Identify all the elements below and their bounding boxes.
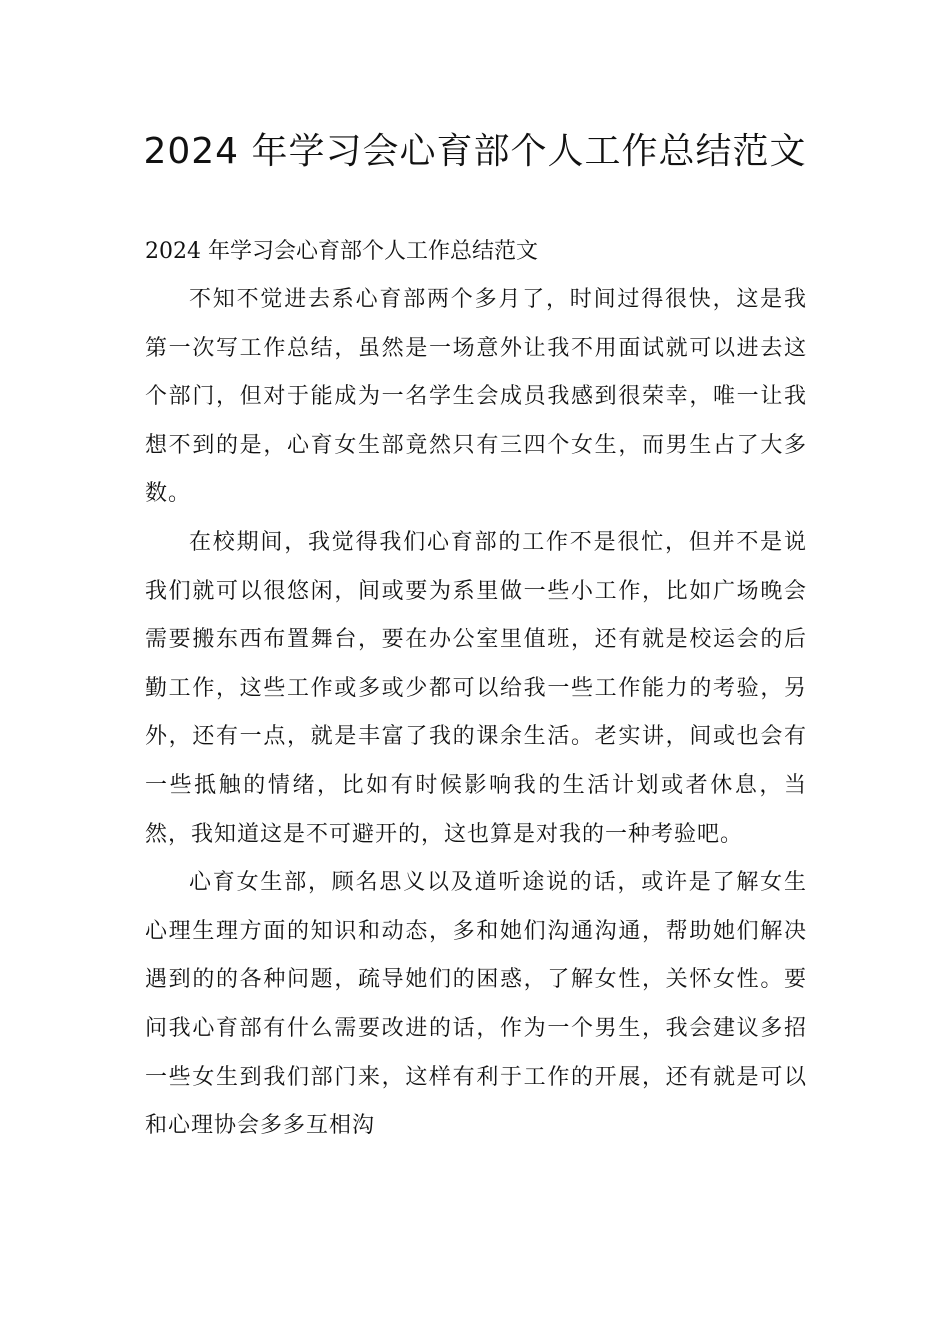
document-title: 2024 年学习会心育部个人工作总结范文 [143, 131, 807, 172]
paragraph-2: 在校期间，我觉得我们心育部的工作不是很忙，但并不是说我们就可以很悠闲，间或要为系里做一些小工作，比如广场晚会需要搬东西布置舞台，要在办公室里值班，还有就是校运会的后勤工作，这些工作或多或少都可以给我一些工作能力的考验，另外，还有一点，就是丰富了我的课余生活。老实讲，间或也会有一些抵触的情绪，比如有时候影响我的生活计划或者休息，当然，我知道这是不可避开的，这也算是对我的一种考验吧。 [145, 529, 807, 847]
paragraph-3: 心育女生部，顾名思义以及道听途说的话，或许是了解女生心理生理方面的知识和动态，多和她们沟通沟通，帮助她们解决遇到的的各种问题，疏导她们的困惑，了解女性，关怀女性。要问我心育部有什么需要改进的话，作为一个男生，我会建议多招一些女生到我们部门来，这样有利于工作的开展，还有就是可以和心理协会多多互相沟 [145, 870, 807, 1139]
paragraph-1: 不知不觉进去系心育部两个多月了，时间过得很快，这是我第一次写工作总结，虽然是一场意外让我不用面试就可以进去这个部门，但对于能成为一名学生会成员我感到很荣幸，唯一让我想不到的是，心育女生部竟然只有三四个女生，而男生占了大多数。 [145, 287, 807, 507]
document-body [145, 228, 807, 1151]
document-subtitle: 2024 年学习会心育部个人工作总结范文 [145, 239, 538, 264]
